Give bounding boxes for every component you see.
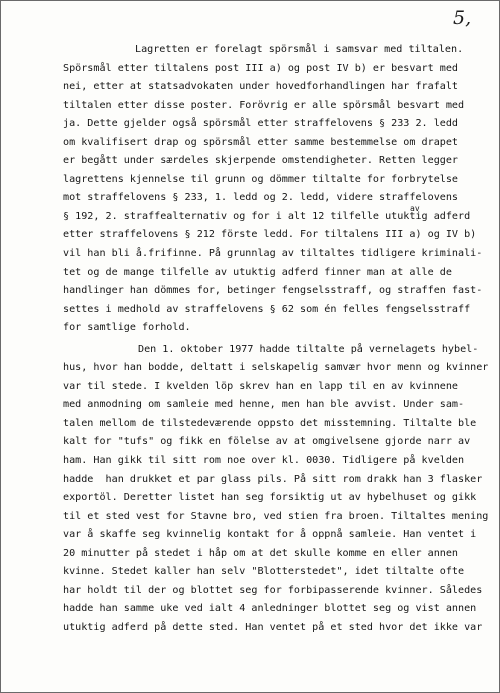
text-line: til et sted vest for Stavne bro, ved stien fra broen. Tiltaltes mening <box>63 510 489 522</box>
text-line: har holdt til der og blottet seg for forbipasserende kvinner. Således <box>63 584 483 596</box>
text-line: talen mellom de tilstedeværende oppsto det misstemning. Tiltalte ble <box>63 417 477 429</box>
text-line: var å skaffe seg kvinnelig kontakt for å oppnå samleie. Han ventet i <box>63 529 477 541</box>
text-line: med anmodning om samleie med henne, men han ble avvist. Under sam- <box>63 399 465 411</box>
text-line: tet og de mange tilfelle av utuktig adferd finner man at alle de <box>63 266 452 278</box>
text-line: hadde han samme uke ved ialt 4 anledninger blottet seg og vist annen <box>63 603 477 615</box>
document-body <box>63 41 489 638</box>
text-line: nei, etter at statsadvokaten under hovedforhandlingen har frafalt <box>63 81 459 93</box>
text-line: exportöl. Deretter listet han seg forsiktig ut av hybelhuset og gikk <box>63 492 477 504</box>
text-line: ja. Dette gjelder også spörsmål etter straffelovens § 233 2. ledd <box>63 118 459 130</box>
text-line: handlinger han dömmes for, betinger fengselsstraff, og straffen fast- <box>63 285 483 297</box>
text-line: 20 minutter på stedet i håp om at det skulle komme en eller annen <box>63 547 459 559</box>
text-line: utuktig adferd på dette sted. Han ventet på et sted hvor det ikke var <box>63 621 483 633</box>
text-line: tiltalen etter disse poster. Forövrig er alle spörsmål besvart med <box>63 99 465 111</box>
text-line: hus, hvor han bodde, deltatt i selskapelig samvær hvor menn og kvinner <box>63 362 489 374</box>
text-line: er begått under særdeles skjerpende omstendigheter. Retten legger <box>63 155 459 167</box>
text-line: for samtlige forhold. <box>63 322 191 334</box>
text-line: var til stede. I kvelden löp skrev han en lapp til en av kvinnene <box>63 380 459 392</box>
page-number: 5, <box>453 7 472 29</box>
text-line: mot straffelovens § 233, 1. ledd og 2. ledd, videre straffelovens <box>63 192 459 204</box>
text-line: vil han bli å.frifinne. På grunnlag av tiltaltes tidligere kriminali- <box>63 248 483 260</box>
text-line: ham. Han gikk til sitt rom noe over kl. 0030. Tidligere på kvelden <box>63 455 465 467</box>
text-line: etter straffelovens § 212 förste ledd. For tiltalens III a) og IV b) <box>63 229 477 241</box>
text-line: kvinne. Stedet kaller han selv "Blotterstedet", idet tiltalte ofte <box>63 566 465 578</box>
text-line: hadde han drukket et par glass pils. På sitt rom drakk han 3 flasker <box>63 473 483 485</box>
text-line-with-insertion <box>63 203 483 227</box>
text-line: lagrettens kjennelse til grunn og dömmer tiltalte for forbrytelse <box>63 173 459 185</box>
text-line: Lagretten er forelagt spörsmål i samsvar med tiltalen. <box>135 44 464 55</box>
text-line: § 192, 2. straffealternativ og for i alt 12 tilfelle utuktig adferd <box>63 210 471 222</box>
text-line: Den 1. oktober 1977 hadde tiltalte på vernelagets hybel- <box>138 343 479 355</box>
text-line: kalt for "tufs" og fikk en fölelse av at omgivelsene gjorde narr av <box>63 436 471 448</box>
text-line: Spörsmål etter tiltalens post III a) og post IV b) er besvart med <box>63 62 459 74</box>
handwritten-insertion: av <box>410 203 420 213</box>
text-line: settes i medhold av straffelovens § 62 som én felles fengselsstraff <box>63 303 471 315</box>
text-line: om kvalifisert drap og spörsmål etter samme bestemmelse om drapet <box>63 136 459 148</box>
